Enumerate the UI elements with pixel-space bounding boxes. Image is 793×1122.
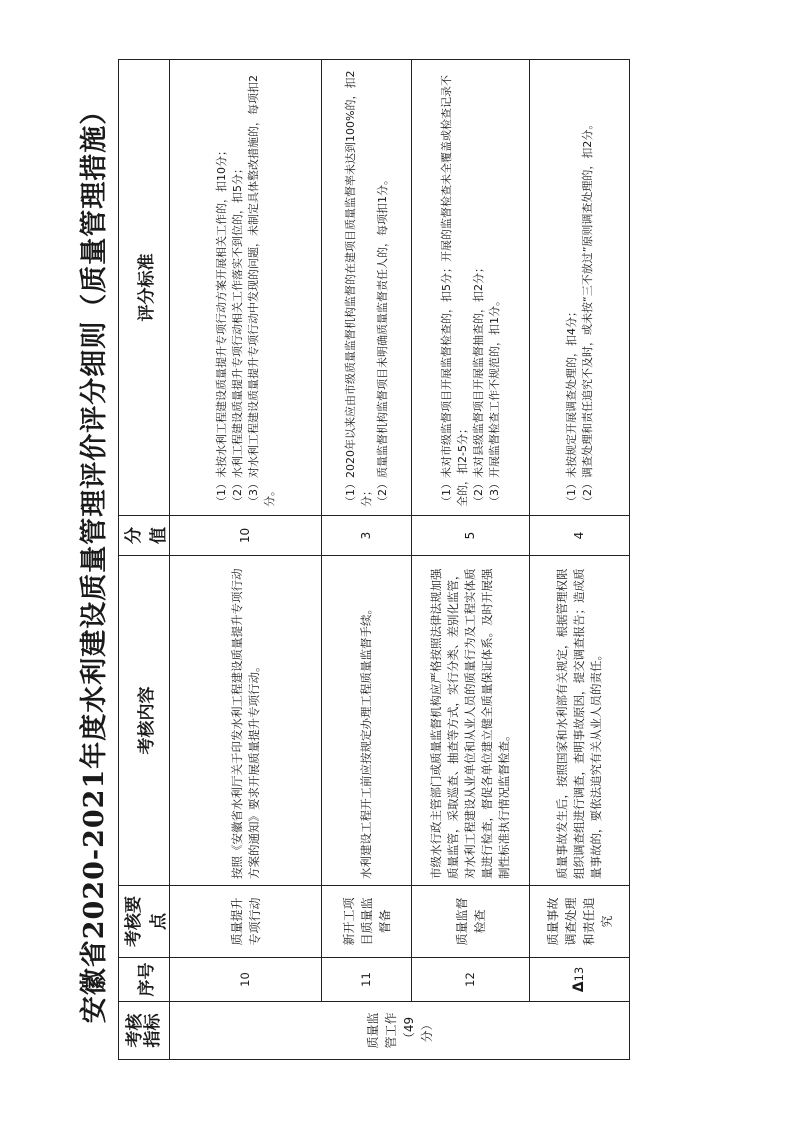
content-cell: 市级水行政主管部门或质量监督机构应严格按照法律法规加强质量监管，采取巡查、抽查等方式，实行分类、差别化监管，对水利工程建设从业单位和从业人员的质量行为及工程实体质量进行检查，督促各单位建立健全质量保证体系。及时开展强制性标准执行情况监督检查。 xyxy=(412,556,530,886)
criteria-line: （1）未对市级监督项目开展监督检查的，扣5分；开展的监督检查未全覆盖或检查记录不全的，扣2-5分； xyxy=(439,75,469,507)
criteria-line: （1）未按水利工程建设质量提升专项行动方案开展相关工作的，扣10分； xyxy=(214,145,228,507)
criteria-line: （1）未按规定开展调查处理的，扣4分； xyxy=(564,306,578,507)
category-cell: 质量监管工作（49分） xyxy=(170,1002,630,1060)
criteria-line: （2）调查处理和责任追究不及时，或未按“三不放过”原则调查处理的，扣2分。 xyxy=(580,118,594,507)
header-index: 考核指标 xyxy=(119,1002,170,1060)
criteria-line: （2）水利工程建设质量提升专项行动相关工作落实不到位的，扣5分； xyxy=(230,163,244,507)
key-item-mark: Δ xyxy=(571,981,587,993)
score-cell: 10 xyxy=(170,516,322,556)
criteria-line: （3）对水利工程建设质量提升专项行动中发现的问题，未制定具体整改措施的，每项扣2分。 xyxy=(246,75,276,507)
serial-cell xyxy=(530,958,630,1002)
table-row xyxy=(322,60,412,1060)
header-row xyxy=(119,60,170,1060)
criteria-cell xyxy=(322,60,412,516)
key-point-cell: 新开工项目质量监督备 xyxy=(322,886,412,958)
evaluation-table xyxy=(118,59,630,1060)
criteria-line: （2）未对县级监督项目开展监督抽查的，扣2分； xyxy=(471,262,485,507)
header-key-point: 考核要点 xyxy=(119,886,170,958)
header-serial: 序号 xyxy=(119,958,170,1002)
criteria-cell xyxy=(170,60,322,516)
key-point-cell: 质量提升专项行动 xyxy=(170,886,322,958)
header-score: 分值 xyxy=(119,516,170,556)
criteria-line: （3）开展监督检查工作不规范的，扣1分。 xyxy=(487,295,501,507)
header-content: 考核内容 xyxy=(119,556,170,886)
criteria-cell xyxy=(530,60,630,516)
header-criteria: 评分标准 xyxy=(119,60,170,516)
criteria-line: （2）质量监督机构监督项目未明确质量监督责任人的，每项扣1分。 xyxy=(375,174,389,507)
document-title: 安徽省2020-2021年度水利建设质量管理评价评分细则（质量管理措施） xyxy=(79,96,110,1024)
content-cell: 按照《安徽省水利厅关于印发水利工程建设质量提升专项行动方案的通知》要求开展质量提升专项行动。 xyxy=(170,556,322,886)
score-cell: 3 xyxy=(322,516,412,556)
rotated-page xyxy=(66,60,766,1060)
table-row xyxy=(170,60,322,1060)
key-point-cell: 质量监督检查 xyxy=(412,886,530,958)
criteria-line: （1）2020年以来应由市级质量监督机构监督的在建项目质量监督率未达到100%的，扣2分； xyxy=(343,70,373,507)
serial-cell: 12 xyxy=(412,958,530,1002)
serial-cell: 10 xyxy=(170,958,322,1002)
content-cell: 质量事故发生后，按照国家和水利部有关规定，根据管理权限组织调查组进行调查，查明事故原因，提交调查报告；造成质量事故的，要依法追究有关从业人员的责任。 xyxy=(530,556,630,886)
serial-cell: 11 xyxy=(322,958,412,1002)
key-point-cell: 质量事故调查处理和责任追究 xyxy=(530,886,630,958)
score-cell: 4 xyxy=(530,516,630,556)
table-row xyxy=(530,60,630,1060)
serial-number: 13 xyxy=(572,966,586,982)
table-row xyxy=(412,60,530,1060)
score-cell: 5 xyxy=(412,516,530,556)
criteria-cell xyxy=(412,60,530,516)
content-cell: 水利建设工程开工前应按规定办理工程质量监督手续。 xyxy=(322,556,412,886)
